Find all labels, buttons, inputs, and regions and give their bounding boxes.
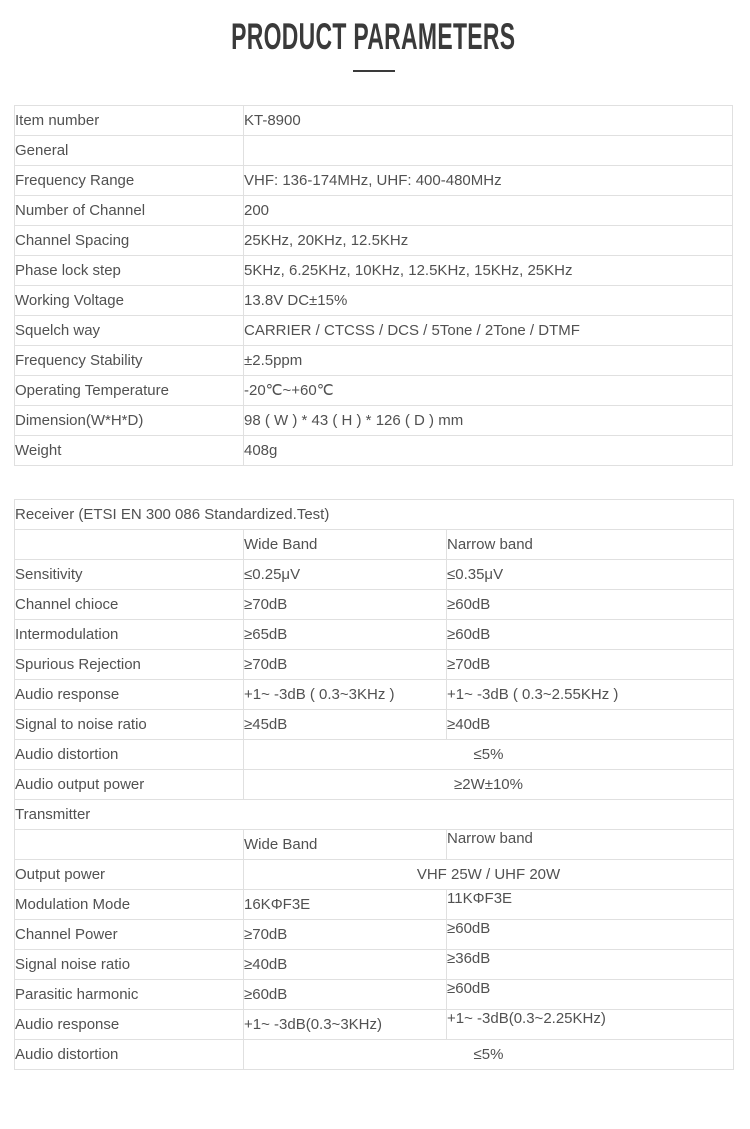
wide-band-value: ≥40dB [244, 950, 447, 980]
transmitter-section-header: Transmitter [15, 800, 734, 830]
spec-label: Phase lock step [15, 256, 244, 286]
spec-label: Frequency Stability [15, 346, 244, 376]
narrow-band-value: ≥60dB [447, 590, 734, 620]
receiver-column-header-row [15, 530, 734, 560]
table-row [15, 136, 733, 166]
spec-label: Signal noise ratio [15, 950, 244, 980]
table-row [15, 620, 734, 650]
spec-value: CARRIER / CTCSS / DCS / 5Tone / 2Tone / DTMF [244, 316, 733, 346]
table-row [15, 740, 734, 770]
table-row [15, 406, 733, 436]
title-underline [353, 70, 395, 72]
spec-label: Audio distortion [15, 740, 244, 770]
spec-label: Signal to noise ratio [15, 710, 244, 740]
spec-label: Channel Power [15, 920, 244, 950]
narrow-band-value: ≤0.35μV [447, 560, 734, 590]
transmitter-section-row [15, 800, 734, 830]
empty-cell [15, 530, 244, 560]
wide-band-value: ≥70dB [244, 650, 447, 680]
table-row [15, 710, 734, 740]
table-row [15, 890, 734, 920]
narrow-band-header: Narrow band [447, 830, 734, 860]
narrow-band-value: ≥60dB [447, 920, 734, 950]
spec-label: General [15, 136, 244, 166]
wide-band-value: ≥60dB [244, 980, 447, 1010]
table-row [15, 226, 733, 256]
spec-label: Item number [15, 106, 244, 136]
narrow-band-value: ≥60dB [447, 980, 734, 1010]
table-row [15, 590, 734, 620]
spec-label: Weight [15, 436, 244, 466]
spec-label: Audio distortion [15, 1040, 244, 1070]
wide-band-header: Wide Band [244, 830, 447, 860]
spec-label: Spurious Rejection [15, 650, 244, 680]
table-row [15, 316, 733, 346]
table-row [15, 860, 734, 890]
table-row [15, 950, 734, 980]
table-row [15, 1010, 734, 1040]
wide-band-value: +1~ -3dB ( 0.3~3KHz ) [244, 680, 447, 710]
spec-label: Squelch way [15, 316, 244, 346]
wide-band-value: ≥45dB [244, 710, 447, 740]
spec-value: 408g [244, 436, 733, 466]
table-row [15, 980, 734, 1010]
spec-label: Operating Temperature [15, 376, 244, 406]
table-row [15, 680, 734, 710]
spec-label: Audio response [15, 1010, 244, 1040]
spec-value: VHF: 136-174MHz, UHF: 400-480MHz [244, 166, 733, 196]
spec-value: ≤5% [244, 740, 734, 770]
page-header [14, 18, 733, 72]
table-row [15, 770, 734, 800]
table-row [15, 436, 733, 466]
spec-value: 5KHz, 6.25KHz, 10KHz, 12.5KHz, 15KHz, 25KHz [244, 256, 733, 286]
table-row [15, 560, 734, 590]
spec-label: Working Voltage [15, 286, 244, 316]
narrow-band-value: ≥40dB [447, 710, 734, 740]
spec-label: Audio response [15, 680, 244, 710]
narrow-band-value: ≥70dB [447, 650, 734, 680]
spec-value [244, 136, 733, 166]
narrow-band-value: ≥60dB [447, 620, 734, 650]
spec-label: Output power [15, 860, 244, 890]
rf-specs-table [14, 499, 734, 1070]
spec-label: Modulation Mode [15, 890, 244, 920]
spec-value: ≤5% [244, 1040, 734, 1070]
spec-value: 25KHz, 20KHz, 12.5KHz [244, 226, 733, 256]
spec-label: Sensitivity [15, 560, 244, 590]
wide-band-value: ≥70dB [244, 590, 447, 620]
table-row [15, 286, 733, 316]
narrow-band-value: +1~ -3dB(0.3~2.25KHz) [447, 1010, 734, 1040]
spec-label: Channel chioce [15, 590, 244, 620]
spec-label: Number of Channel [15, 196, 244, 226]
narrow-band-header: Narrow band [447, 530, 734, 560]
wide-band-value: +1~ -3dB(0.3~3KHz) [244, 1010, 447, 1040]
table-row [15, 376, 733, 406]
spec-value: VHF 25W / UHF 20W [244, 860, 734, 890]
table-row [15, 256, 733, 286]
spec-value: 98 ( W ) * 43 ( H ) * 126 ( D ) mm [244, 406, 733, 436]
empty-cell [15, 830, 244, 860]
receiver-section-row [15, 500, 734, 530]
spec-label: Intermodulation [15, 620, 244, 650]
narrow-band-value: +1~ -3dB ( 0.3~2.55KHz ) [447, 680, 734, 710]
spec-value: ±2.5ppm [244, 346, 733, 376]
table-row [15, 196, 733, 226]
page-title [14, 18, 733, 55]
table-row [15, 106, 733, 136]
spec-label: Dimension(W*H*D) [15, 406, 244, 436]
product-parameters-page [0, 18, 750, 1070]
spec-value: -20℃~+60℃ [244, 376, 733, 406]
receiver-section-header: Receiver (ETSI EN 300 086 Standardized.Test) [15, 500, 734, 530]
spec-value: 200 [244, 196, 733, 226]
transmitter-column-header-row [15, 830, 734, 860]
page-title-text: PRODUCT PARAMETERS [231, 16, 516, 57]
wide-band-header: Wide Band [244, 530, 447, 560]
wide-band-value: 16KΦF3E [244, 890, 447, 920]
spec-label: Channel Spacing [15, 226, 244, 256]
general-specs-table [14, 105, 733, 466]
spec-label: Frequency Range [15, 166, 244, 196]
narrow-band-value: 11KΦF3E [447, 890, 734, 920]
wide-band-value: ≥70dB [244, 920, 447, 950]
table-row [15, 1040, 734, 1070]
narrow-band-value: ≥36dB [447, 950, 734, 980]
table-row [15, 346, 733, 376]
spec-value: ≥2W±10% [244, 770, 734, 800]
wide-band-value: ≥65dB [244, 620, 447, 650]
table-row [15, 920, 734, 950]
wide-band-value: ≤0.25μV [244, 560, 447, 590]
spec-label: Audio output power [15, 770, 244, 800]
spec-label: Parasitic harmonic [15, 980, 244, 1010]
table-row [15, 650, 734, 680]
spec-value: KT-8900 [244, 106, 733, 136]
spec-value: 13.8V DC±15% [244, 286, 733, 316]
table-row [15, 166, 733, 196]
